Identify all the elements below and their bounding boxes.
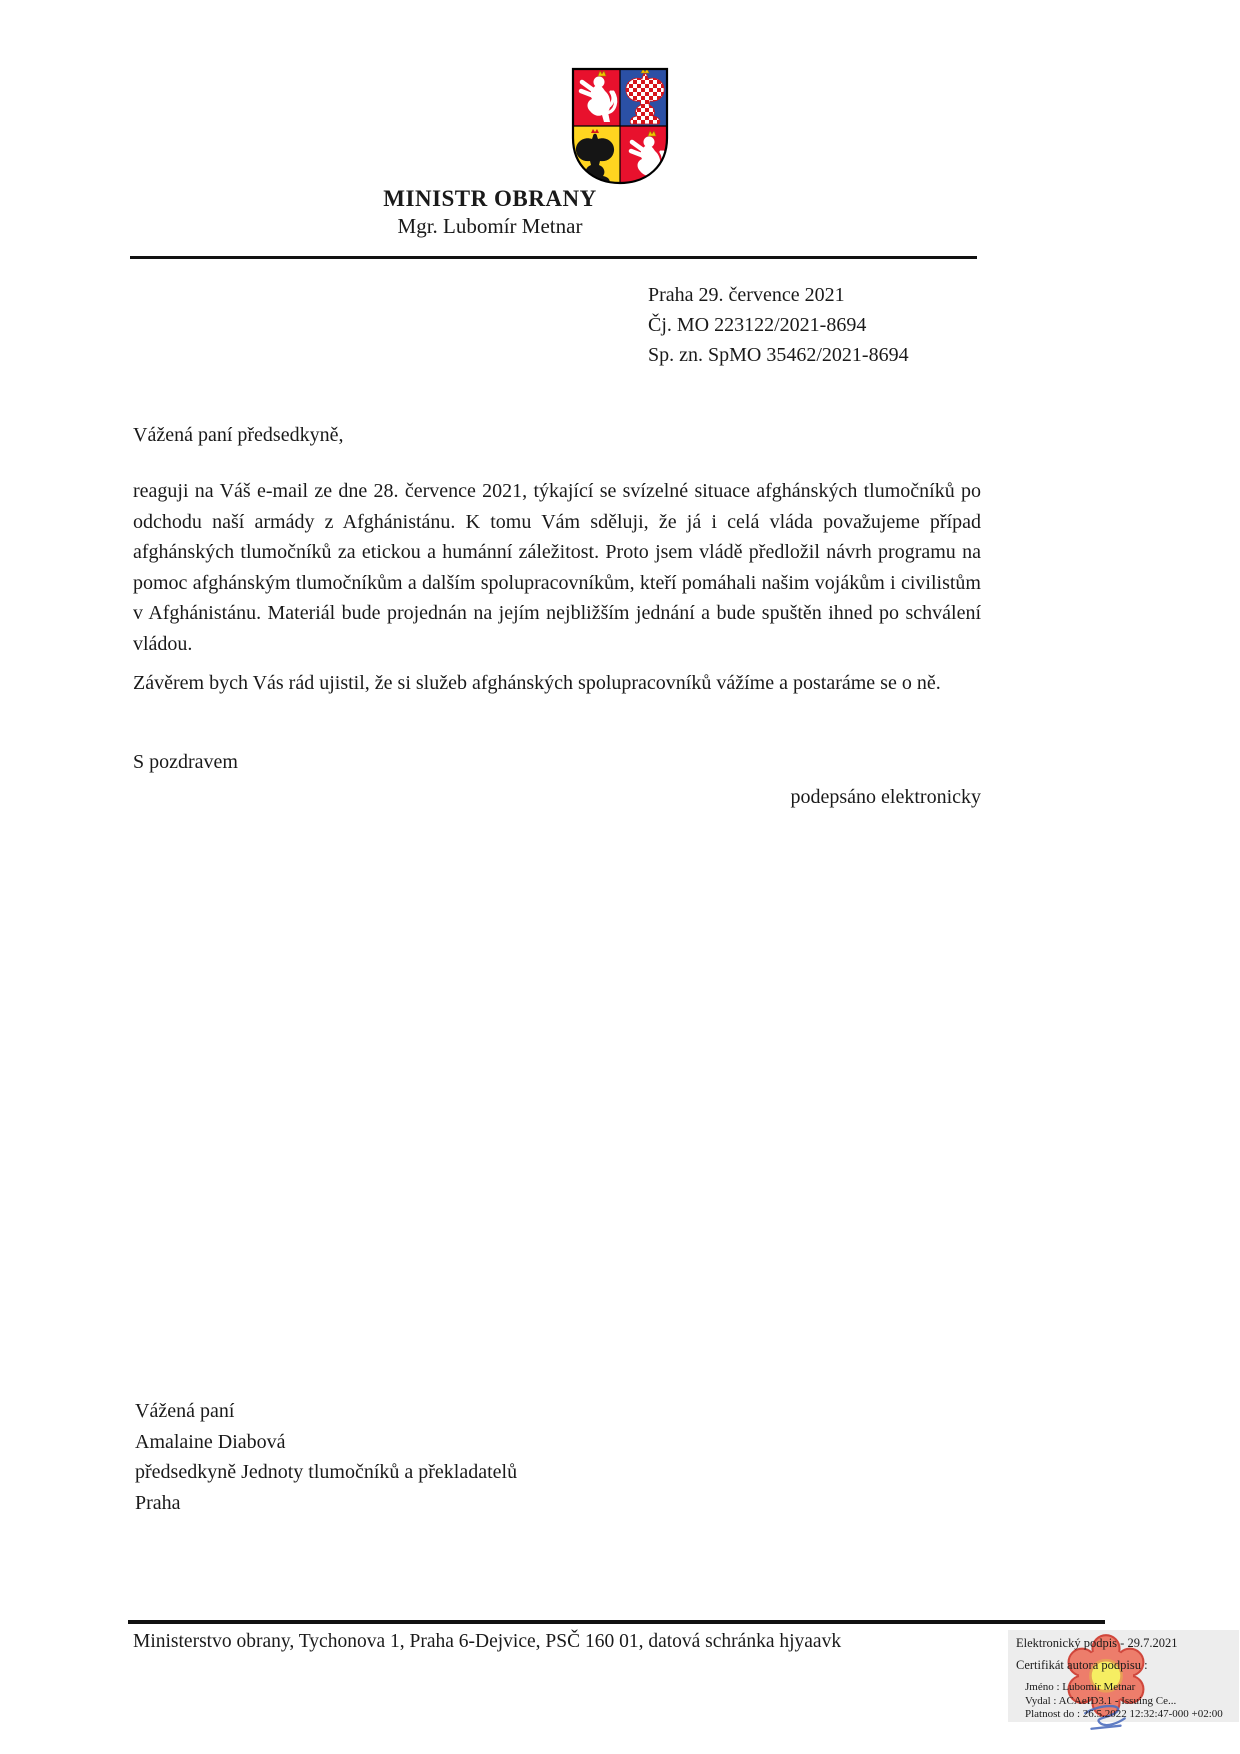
reference-block	[648, 280, 909, 370]
addressee-block	[135, 1396, 517, 1518]
ministry-address: Ministerstvo obrany, Tychonova 1, Praha 6-Dejvice, PSČ 160 01, datová schránka hjyaavk	[133, 1631, 842, 1652]
electronic-signature-stamp	[1008, 1630, 1239, 1722]
header-divider	[130, 256, 977, 259]
electronic-signature-note: podepsáno elektronicky	[790, 786, 981, 808]
record-number: Sp. zn. SpMO 35462/2021-8694	[648, 344, 909, 366]
footer-divider	[128, 1620, 1105, 1624]
stamp-validity: Platnost do : 26.5.2022 12:32:47-000 +02:00	[1025, 1708, 1223, 1720]
addressee-role: předsedkyně Jednoty tlumočníků a překladatelů	[135, 1461, 518, 1483]
closing-phrase: S pozdravem	[133, 751, 238, 773]
place-and-date: Praha 29. července 2021	[648, 284, 845, 306]
minister-name: Mgr. Lubomír Metnar	[397, 214, 583, 238]
salutation: Vážená paní předsedkyně,	[133, 424, 344, 446]
addressee-city: Praha	[135, 1491, 181, 1514]
body-paragraph-1: reaguji na Váš e-mail ze dne 28. července 2021, týkající se svízelné situace afghánských tlumočníků po odchodu naší armády z Afghánistánu. K tomu Vám sděluji, že já i celá vláda považujeme případ afghánských tlumočníků za etickou a humánní záležitost. Proto jsem vládě předložil návrh programu na pomoc afghánským tlumočníkům a dalším spolupracovníkům, kteří pomáhali našim vojákům i civilistům v Afghánistánu. Materiál bude projednán na jejím nejbližším jednání a bude spuštěn ihned po schválení vládou.	[133, 480, 981, 655]
czech-coat-of-arms-icon	[570, 66, 670, 186]
stamp-title: Elektronický podpis - 29.7.2021	[1016, 1636, 1178, 1650]
addressee-name: Amalaine Diabová	[135, 1430, 286, 1453]
addressee-title: Vážená paní	[135, 1400, 235, 1422]
page-title: MINISTR OBRANY	[383, 186, 597, 211]
stamp-signer-name: Jméno : Lubomír Metnar	[1025, 1681, 1136, 1693]
body-paragraph-2: Závěrem bych Vás rád ujistil, že si služeb afghánských spolupracovníků vážíme a postaráme se o ně.	[133, 672, 941, 694]
stamp-cert-label: Certifikát autora podpisu :	[1016, 1658, 1148, 1672]
file-number: Čj. MO 223122/2021-8694	[648, 314, 867, 336]
stamp-issuer: Vydal : ACAeID3.1 - Issuing Ce...	[1025, 1694, 1177, 1707]
